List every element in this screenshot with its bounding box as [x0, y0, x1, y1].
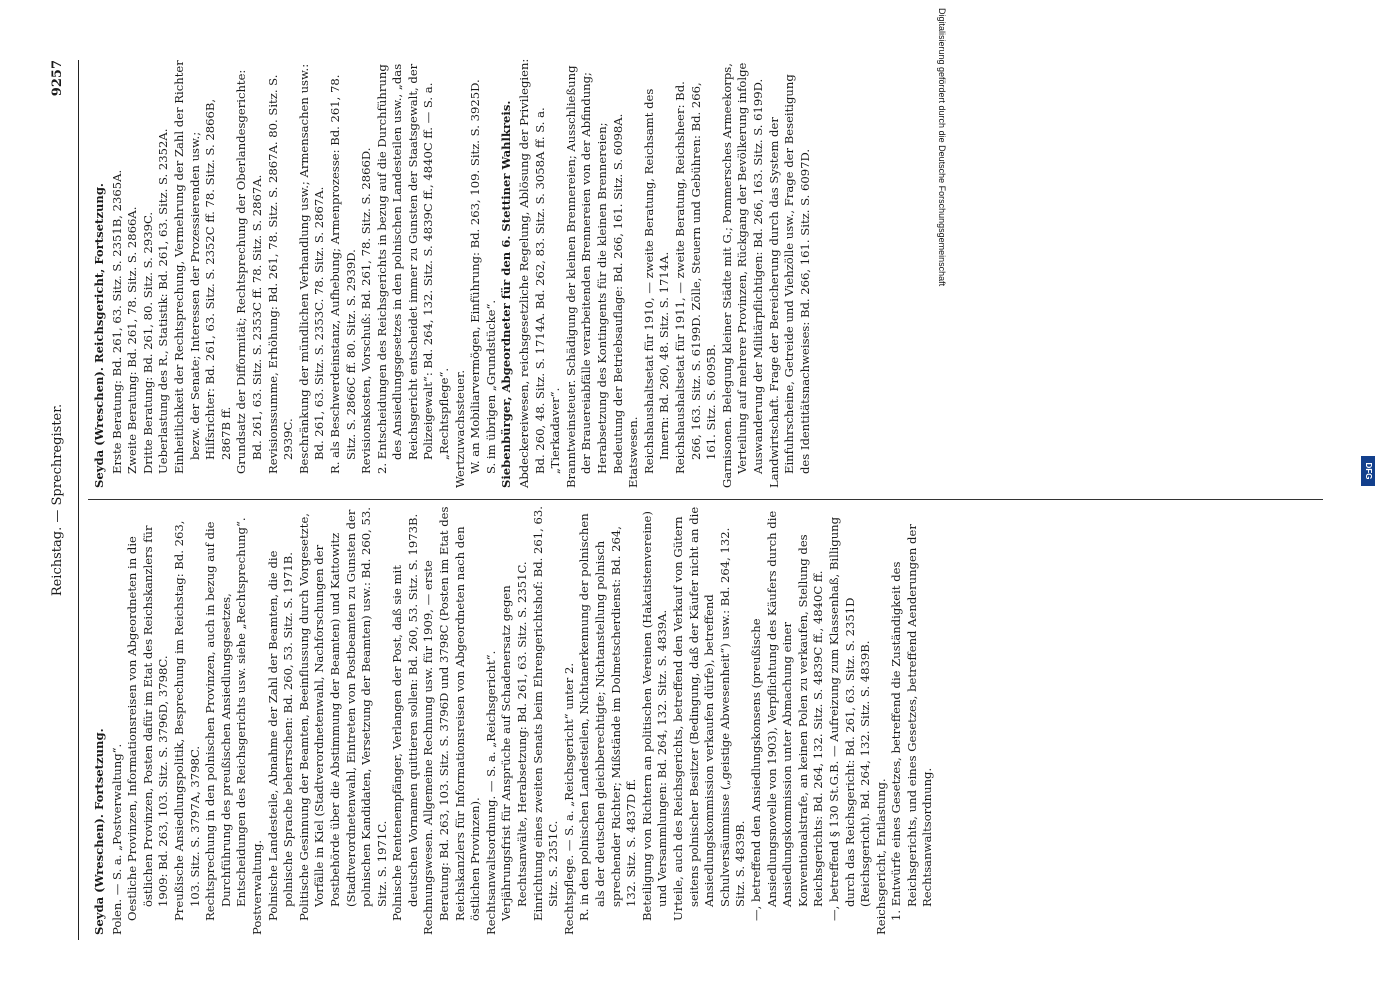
register-entry: Postverwaltung.: [249, 839, 264, 935]
register-entry: S. im übrigen „Grundstücke“.: [483, 299, 498, 474]
register-entry: Rechtspflege. — S. a. „Reichsgericht“ unter 2.: [561, 662, 576, 935]
register-entry: Beschränkung der mündlichen Verhandlung usw.; Armensachen usw.: Bd. 261, 63. Sitz. S. 2353C. 78. Sitz. S. 2867A.: [296, 63, 327, 474]
register-entry: R. in den polnischen Landesteilen, Nichtanerkennung der polnischen als der deutschen gleichberechtigte; Nichtanstellung polnisch sprechender Richter; Mißstände im Dolmetscherdienst: Bd. 264, 132. Sitz. S. 4837D ff.: [577, 513, 639, 921]
left-column: [92, 505, 936, 935]
page-number: 9257: [50, 60, 65, 97]
register-entry: Ueberlastung des R., Statistik: Bd. 261, 63. Sitz. S. 2352A.: [156, 128, 171, 474]
register-entry: Branntweinsteuer. Schädigung der kleinen Brennereien; Ausschließung der Brauereiabfälle verarbeitenden Brennereien von der Abfindung; Herabsetzung des Kontingents für die kleinen Brennereien; Bedeutung der Betriebsauflage: Bd. 266, 161. Sitz. S. 6098A.: [563, 65, 625, 488]
register-entry: Landwirtschaft. Frage der Bereicherung durch das System der Einfuhrscheine, Getreide und Viehzölle usw., Frage der Beseitigung des Identitätsnachweises: Bd. 266, 161. Sitz. S. 6097D.: [766, 74, 812, 488]
register-entry: Reichshaushaltsetat für 1910, — zweite Beratung, Reichsamt des Innern: Bd. 260, 48. Sitz. S. 1714A.: [641, 88, 672, 474]
register-entry: Preußische Ansiedlungspolitik, Besprechung im Reichstag: Bd. 263, 103. Sitz. S. 3797A, 3798C.: [171, 520, 202, 921]
register-entry: Grundsatz der Difformität; Rechtsprechung der Oberlandesgerichte: Bd. 261, 63. Sitz. S. 2353C ff. 78. Sitz. S. 2867A.: [234, 69, 264, 474]
register-entry: Verjährungsfrist für Ansprüche auf Schadenersatz gegen Rechtsanwälte, Herabsetzung: Bd. 261, 63. Sitz. S. 2351C.: [499, 561, 530, 921]
dfg-logo: DFG: [1361, 456, 1375, 486]
register-entry: Dritte Beratung: Bd. 261, 80. Sitz. S. 2939C.: [140, 211, 155, 474]
register-entry: Oestliche Provinzen, Informationsreisen von Abgeordneten in die östlichen Provinzen, Posten dafür im Etat des Reichskanzlers für 1909: Bd. 263, 103. Sitz. S. 3796D, 3798C.: [125, 525, 171, 921]
register-entry: Wertzuwachssteuer.: [452, 369, 467, 488]
register-entry: Polen. — S. a. „Postverwaltung“.: [109, 743, 124, 935]
register-entry: Beteiligung von Richtern an politischen Vereinen (Hakatistenvereine) und Versammlungen: Bd. 264, 132. Sitz. S. 4839A.: [639, 511, 670, 921]
register-entry: Einheitlichkeit der Rechtsprechung, Vermehrung der Zahl der Richter bezw. der Senate; Interessen der Prozessierenden usw.; Hilfsrichter: Bd. 261, 63. Sitz. S. 2352C ff. 78. Sitz. S. 2866B, 2867B ff.: [171, 60, 233, 474]
entry-heading: Seyda (Wreschen). Fortsetzung.: [92, 728, 106, 935]
register-entry: Politische Gesinnung der Beamten, Beeinflussung durch Vorgesetzte, Vorfälle in Kiel (Stadtverordnetenwahl, Nachforschungen der Postbehörde über die Abstimmung der Beamten) und Kattowitz (Stadtverordnetenwahl, Eintreten von Postbeamten zu Gunsten der polnischen Kandidaten, Versetzung der Beamten) usw.: Bd. 260, 53. Sitz. S. 1971C.: [296, 507, 389, 921]
register-entry: Rechtsanwaltsordnung. — S. a. „Reichsgericht“.: [483, 650, 498, 935]
register-entry: Polnische Landesteile, Abnahme der Zahl der Beamten, die die polnische Sprache beherrschen: Bd. 260, 53. Sitz. S. 1971B.: [265, 550, 296, 921]
register-entry: Polnische Rentenempfänger, Verlangen der Post, daß sie mit deutschen Vornamen quittieren sollen: Bd. 260, 53. Sitz. S. 1973B.: [390, 513, 420, 921]
register-entry: Rechtsprechung in den polnischen Provinzen, auch in bezug auf die Durchführung des preußischen Ansiedlungsgesetzes, Entscheidungen des Reichsgerichts usw. siehe „Rechtsprechung“.: [203, 517, 249, 921]
register-entry: —, betreffend § 130 St.G.B. — Aufreizung zum Klassenhaß, Billigung durch das Reichsgericht: Bd. 261, 63. Sitz. S. 2351D (Reichsgericht). Bd. 264, 132. Sitz. S. 4839B.: [826, 516, 873, 921]
register-entry: Abdeckereiwesen, reichsgesetzliche Regelung, Ablösung der Privilegien: Bd. 260, 48. Sitz. S. 1714A. Bd. 262, 83. Sitz. S. 3058A ff. S. a. „Tierkadaver“.: [517, 58, 563, 488]
register-entry: Revisionskosten, Vorschuß: Bd. 261, 78. Sitz. S. 2866D.: [359, 147, 374, 474]
register-entry: Einrichtung eines zweiten Senats beim Ehrengerichtshof: Bd. 261, 63. Sitz. S. 2351C.: [530, 506, 561, 921]
register-entry: Reichsgericht, Entlastung.: [873, 778, 888, 935]
register-entry: 1. Entwürfe eines Gesetzes, betreffend die Zuständigkeit des Reichsgerichts, und eines Gesetzes, betreffend Aenderungen der Rechtsanwaltsordnung.: [889, 524, 935, 921]
register-entry: Revisionssumme, Erhöhung: Bd. 261, 78. Sitz. S. 2867A. 80. Sitz. S. 2939C.: [265, 74, 296, 474]
register-entry: —, betreffend den Ansiedlungskonsens (preußische Ansiedlungsnovelle von 1903), Verpflichtung des Käufers durch die Ansiedlungskommission unter Abmachung einer Konventionalstrafe, an keinen Polen zu verkaufen, Stellung des Reichsgerichts: Bd. 264, 132. Sitz. S. 4839C ff., 4840C ff.: [748, 510, 826, 921]
right-column: [92, 58, 813, 488]
column-divider: [88, 499, 1323, 500]
running-head: [50, 60, 74, 940]
register-entry: R. als Beschwerdeinstanz, Aufhebung; Armenprozesse: Bd. 261, 78. Sitz. S. 2866C ff. 80. Sitz. S. 2939D.: [327, 74, 358, 474]
register-entry: Urteile, auch des Reichsgerichts, betreffend den Verkauf von Gütern seitens polnischer Besitzer (Bedingung, daß der Käufer nicht an die Ansiedlungskommission verkaufen dürfe), betreffend Schulversäumnisse („geistige Abwesenheit“) usw.: Bd. 264, 132. Sitz. S. 4839B.: [670, 506, 748, 921]
register-entry: Erste Beratung: Bd. 261, 63. Sitz. S. 2351B, 2365A.: [109, 169, 124, 474]
register-entry: Garnisonen. Belegung kleiner Städte mit G.; Pommersches Armeekorps, Verteilung auf mehrere Provinzen, Rückgang der Bevölkerung infolge Auswanderung der Militärpflichtigen: Bd. 266, 163. Sitz. S. 6199D.: [719, 62, 765, 488]
digitization-note: Digitalisierung gefördert durch die Deutsche Forschungsgemeinschaft: [937, 8, 947, 287]
register-entry: Reichshaushaltsetat für 1911, — zweite Beratung, Reichsheer: Bd. 266, 163. Sitz. S. 6199D. Zölle, Steuern und Gebühren: Bd. 266, 161. Sitz. S. 6095B.: [672, 81, 719, 474]
header-rule: [78, 60, 79, 940]
register-entry: Etatswesen.: [626, 416, 641, 488]
entry-heading: Siebenbürger, Abgeordneter für den 6. Stettiner Wahlkreis.: [499, 100, 514, 488]
register-entry: Zweite Beratung: Bd. 261, 78. Sitz. S. 2866A.: [125, 206, 140, 474]
register-entry: Rechnungswesen. Allgemeine Rechnung usw. für 1909, — erste Beratung: Bd. 263, 103. Sitz. S. 3796D und 3798C (Posten im Etat des Reichskanzlers für Informationsreisen von Abgeordneten nach den östlichen Provinzen).: [421, 506, 483, 935]
running-head-title: Reichstag. — Sprechregister.: [50, 403, 65, 597]
register-entry: W. an Mobiliarvermögen, Einführung: Bd. 263, 109. Sitz. S. 3925D.: [468, 79, 483, 474]
entry-heading: Seyda (Wreschen). Reichsgericht, Fortsetzung.: [92, 183, 106, 488]
digitization-banner: [937, 8, 1375, 480]
register-entry: 2. Entscheidungen des Reichsgerichts in bezug auf die Durchführung des Ansiedlungsgesetzes in den polnischen Landesteilen usw., „das Reichsgericht entscheidet immer zu Gunsten der Staatsgewalt, der Polizeigewalt“: Bd. 264, 132. Sitz. S. 4839C ff., 4840C ff. — S. a. „Rechtspflege“.: [374, 63, 452, 474]
